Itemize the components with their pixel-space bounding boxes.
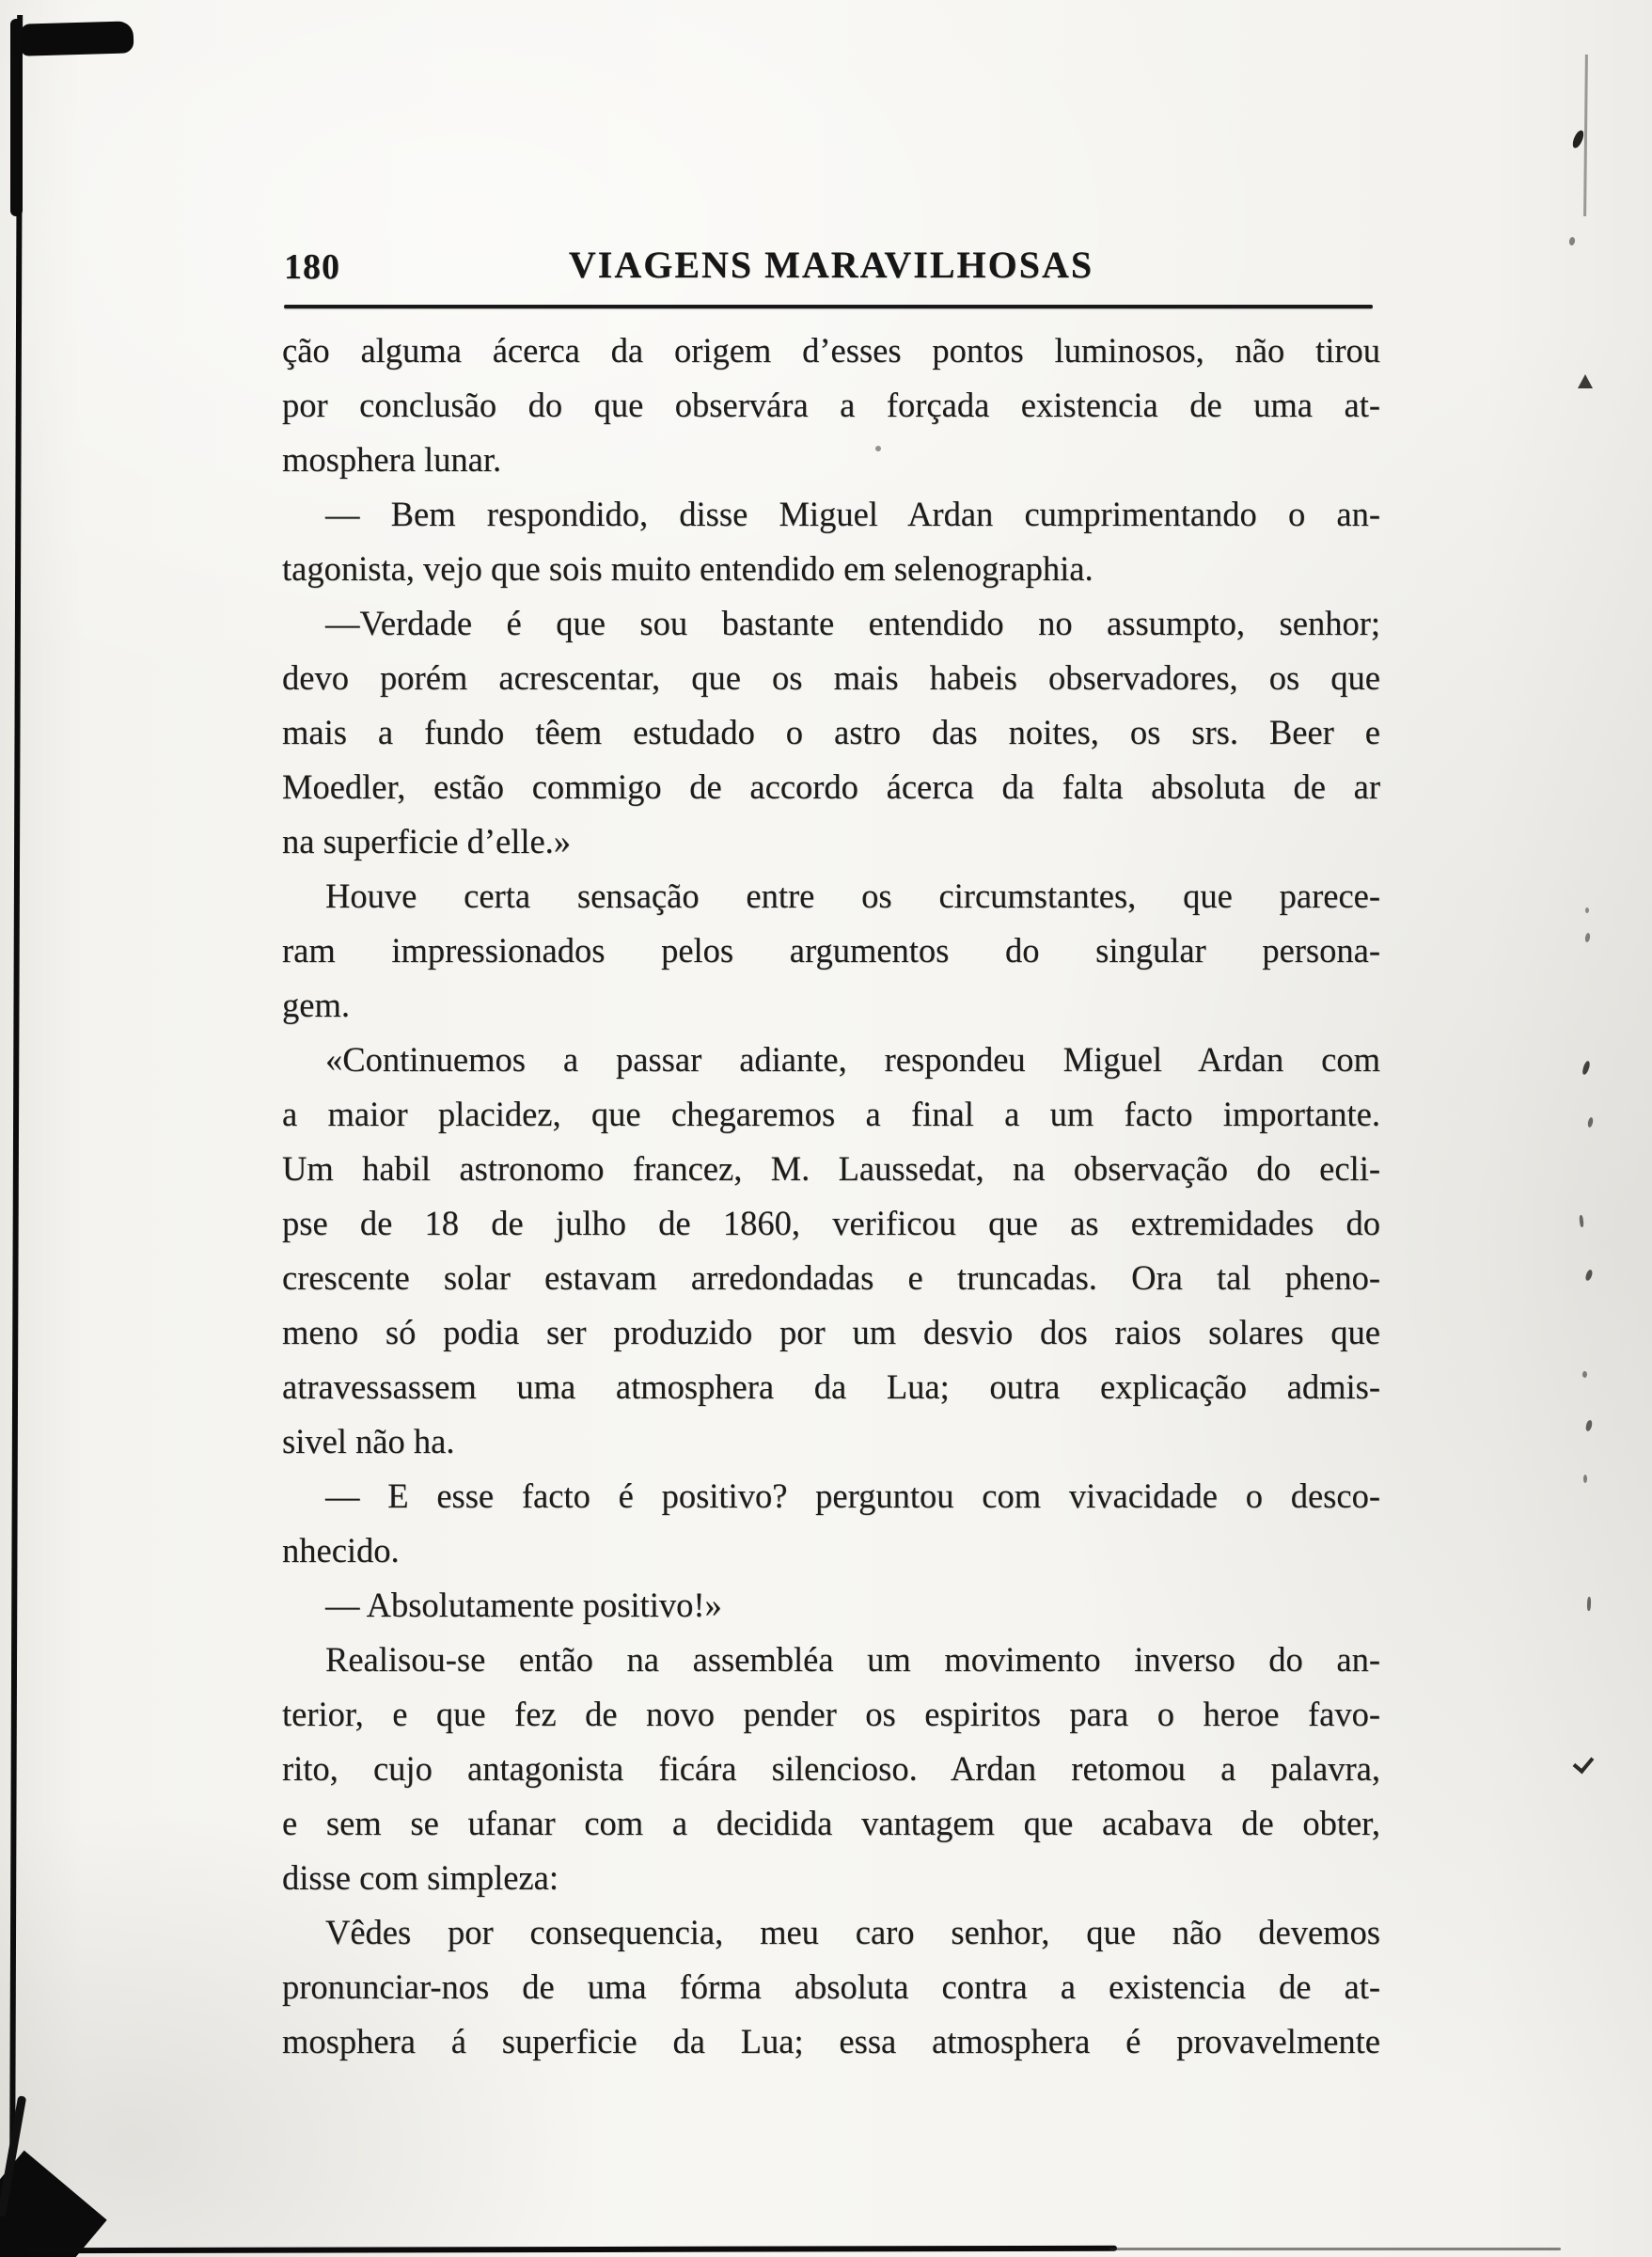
text-line: rito, cujo antagonista ficára silencioso. Ardan retomou a palavra, <box>282 1749 1380 1788</box>
text-line: mosphera á superficie da Lua; essa atmosphera é provavelmente <box>282 2022 1380 2060</box>
text-line: pse de 18 de julho de 1860, verificou que as extremidades do <box>282 1204 1380 1242</box>
scan-blob-top-left <box>21 21 134 55</box>
text-line: Houve certa sensação entre os circumstantes, que parece- <box>325 876 1380 915</box>
text-line: ção alguma ácerca da origem d’esses pontos luminosos, não tirou <box>282 331 1380 370</box>
text-line: — Bem respondido, disse Miguel Ardan cumprimentando o an- <box>325 495 1380 533</box>
text-line: «Continuemos a passar adiante, respondeu Miguel Ardan com <box>325 1040 1380 1079</box>
text-line: tagonista, vejo que sois muito entendido em selenographia. <box>282 549 1093 588</box>
scan-speck <box>1582 1371 1587 1378</box>
scan-right-edge-line <box>1583 55 1588 216</box>
page-number: 180 <box>284 247 340 287</box>
text-line: terior, e que fez de novo pender os espiritos para o heroe favo- <box>282 1695 1380 1733</box>
scan-corner-bottom-left <box>0 2151 107 2257</box>
text-line: e sem se ufanar com a decidida vantagem que acabava de obter, <box>282 1804 1380 1842</box>
text-line: Um habil astronomo francez, M. Laussedat, na observação do ecli- <box>282 1149 1380 1188</box>
page-header <box>282 243 1380 292</box>
text-block <box>282 324 1380 2069</box>
text-line: pronunciar-nos de uma fórma absoluta contra a existencia de at- <box>282 1967 1380 2006</box>
text-line: Vêdes por consequencia, meu caro senhor, que não devemos <box>325 1913 1380 1951</box>
text-line: disse com simpleza: <box>282 1858 559 1897</box>
text-line: mais a fundo têem estudado o astro das noites, os srs. Beer e <box>282 713 1380 751</box>
text-line: ram impressionados pelos argumentos do singular persona- <box>282 931 1380 970</box>
text-line: nhecido. <box>282 1531 400 1570</box>
text-line: Moedler, estão commigo de accordo ácerca da falta absoluta de ar <box>282 767 1380 806</box>
scan-speck <box>1581 1060 1591 1075</box>
text-line: na superficie d’elle.» <box>282 822 572 860</box>
text-line: meno só podia ser produzido por um desvio dos raios solares que <box>282 1313 1380 1351</box>
text-line: atravessassem uma atmosphera da Lua; outra explicação admis- <box>282 1367 1380 1406</box>
text-line: mosphera lunar. <box>282 440 502 479</box>
scan-checkmark-speck <box>1573 1752 1595 1775</box>
text-line: sivel não ha. <box>282 1422 455 1460</box>
scan-speck <box>1585 908 1589 913</box>
running-title: VIAGENS MARAVILHOSAS <box>568 244 1094 286</box>
scan-speck <box>1571 129 1585 150</box>
text-line: por conclusão do que observára a forçada existencia de uma at- <box>282 386 1380 424</box>
scan-bottom-edge-faint <box>1109 2248 1561 2250</box>
scan-speck <box>1587 1117 1594 1128</box>
scan-speck <box>1584 933 1591 943</box>
text-line: —Verdade é que sou bastante entendido no assumpto, senhor; <box>325 604 1380 642</box>
text-line: a maior placidez, que chegaremos a final a um facto importante. <box>282 1095 1380 1133</box>
scan-speck <box>1578 374 1593 388</box>
text-line: — Absolutamente positivo!» <box>325 1586 722 1624</box>
text-line: — E esse facto é positivo? perguntou com vivacidade o desco- <box>325 1476 1380 1515</box>
text-line: devo porém acrescentar, que os mais habeis observadores, os que <box>282 658 1380 697</box>
scan-speck <box>1585 1420 1593 1432</box>
text-line: Realisou-se então na assembléa um movimento inverso do an- <box>325 1640 1380 1679</box>
scan-bottom-edge <box>26 2246 1117 2253</box>
text-line: gem. <box>282 986 350 1024</box>
scan-speck <box>1583 1475 1587 1483</box>
binding-edge-line <box>9 15 23 2257</box>
text-line: crescente solar estavam arredondadas e truncadas. Ora tal pheno- <box>282 1258 1380 1297</box>
scan-speck <box>1585 1269 1594 1281</box>
scan-speck <box>1568 237 1575 246</box>
scan-speck <box>1587 1597 1592 1611</box>
header-rule <box>284 305 1373 308</box>
scan-speck <box>1579 1215 1583 1227</box>
